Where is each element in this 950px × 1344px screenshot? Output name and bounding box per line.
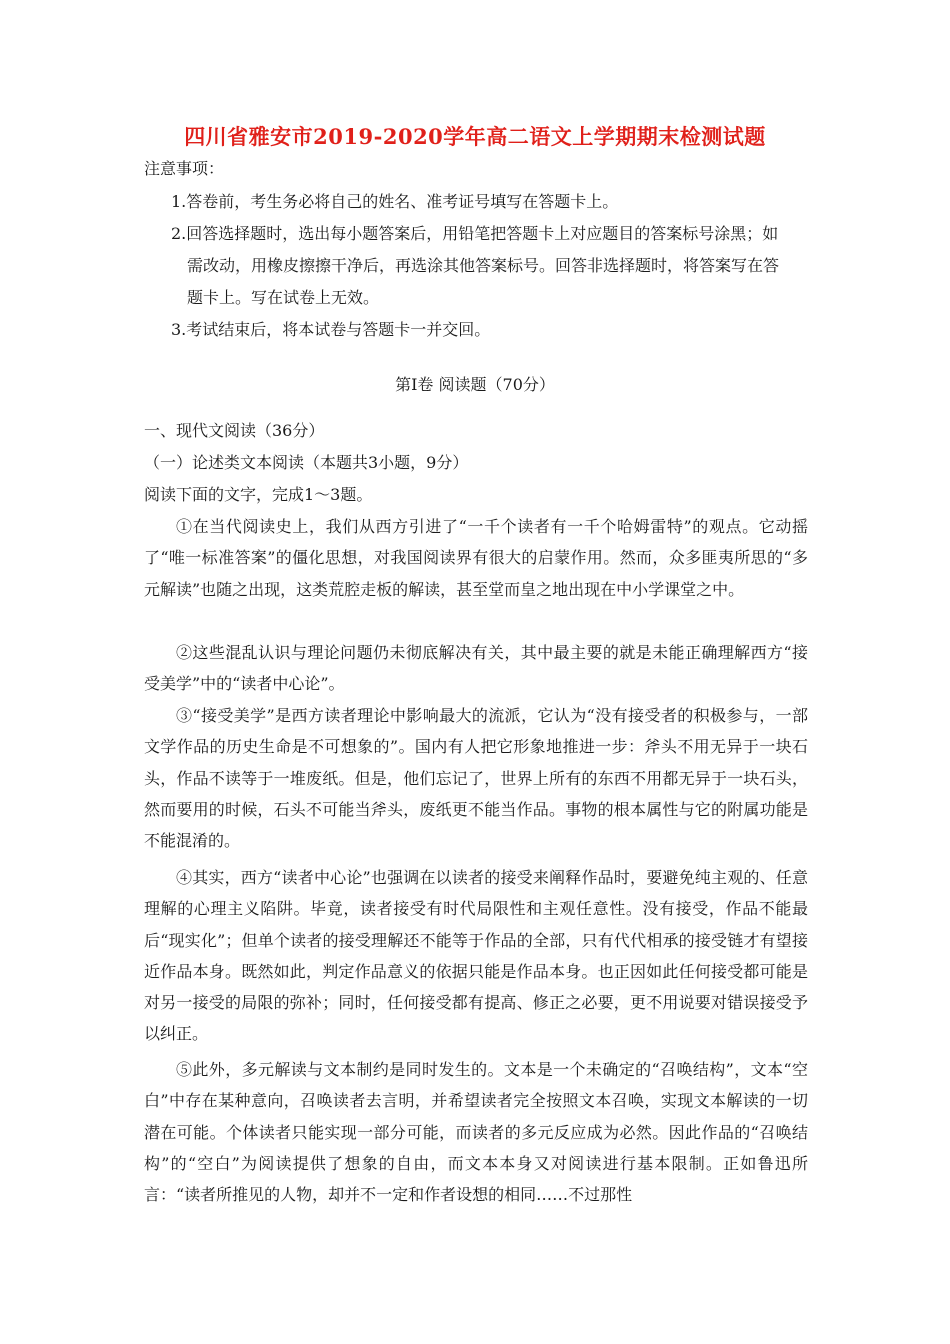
passage-paragraph-2: ②这些混乱认识与理论问题仍未彻底解决有关，其中最主要的就是未能正确理解西方“接受美学”中的“读者中心论”。 [144,643,808,694]
notice-heading: 注意事项： [144,159,225,178]
notice-item: 1.答卷前，考生务必将自己的姓名、准考证号填写在答题卡上。 [171,192,619,211]
section-heading: 一、现代文阅读（36分） [144,421,325,440]
section-subheading: （一）论述类文本阅读（本题共3小题，9分） [144,453,469,472]
reading-instruction: 阅读下面的文字，完成1～3题。 [144,485,373,504]
passage-paragraph-3: ③“接受美学”是西方读者理论中影响最大的流派，它认为“没有接受者的积极参与，一部文学作品的历史生命是不可想象的”。国内有人把它形象地推进一步：斧头不用无异于一块石头，作品不读等于一堆废纸。但是，他们忘记了，世界上所有的东西不用都无异于一块石头，然而要用的时候，石头不可能当斧头，废纸更不能当作品。事物的根本属性与它的附属功能是不能混淆的。 [144,706,808,851]
document-title: 四川省雅安市2019-2020学年高二语文上学期期末检测试题 [184,124,766,149]
part-title: 第Ⅰ卷 阅读题（70分） [395,375,555,394]
notice-item: 3.考试结束后，将本试卷与答题卡一并交回。 [171,320,491,339]
notice-item-continuation: 题卡上。写在试卷上无效。 [187,288,380,307]
passage-paragraph-4: ④其实，西方“读者中心论”也强调在以读者的接受来阐释作品时，要避免纯主观的、任意理解的心理主义陷阱。毕竟，读者接受有时代局限性和主观任意性。没有接受，作品不能最后“现实化”；但单个读者的接受理解还不能等于作品的全部，只有代代相承的接受链才有望接近作品本身。既然如此，判定作品意义的依据只能是作品本身。也正因如此任何接受都可能是对另一接受的局限的弥补；同时，任何接受都有提高、修正之必要，更不用说要对错误接受予以纠正。 [144,868,808,1044]
passage-paragraph-1: ①在当代阅读史上，我们从西方引进了“一千个读者有一千个哈姆雷特”的观点。它动摇了“唯一标准答案”的僵化思想，对我国阅读界有很大的启蒙作用。然而，众多匪夷所思的“多元解读”也随之出现，这类荒腔走板的解读，甚至堂而皇之地出现在中小学课堂之中。 [144,517,808,599]
notice-item: 2.回答选择题时，选出每小题答案后，用铅笔把答题卡上对应题目的答案标号涂黑；如 [171,224,779,243]
passage-paragraph-5: ⑤此外，多元解读与文本制约是同时发生的。文本是一个未确定的“召唤结构”，文本“空白”中存在某种意向，召唤读者去言明，并希望读者完全按照文本召唤，实现文本解读的一切潜在可能。个体读者只能实现一部分可能，而读者的多元反应成为必然。因此作品的“召唤结构”的“空白”为阅读提供了想象的自由，而文本本身又对阅读进行基本限制。正如鲁迅所言：“读者所推见的人物，却并不一定和作者设想的相同……不过那性 [144,1060,808,1205]
notice-item-continuation: 需改动，用橡皮擦擦干净后，再选涂其他答案标号。回答非选择题时，将答案写在答 [187,256,780,275]
